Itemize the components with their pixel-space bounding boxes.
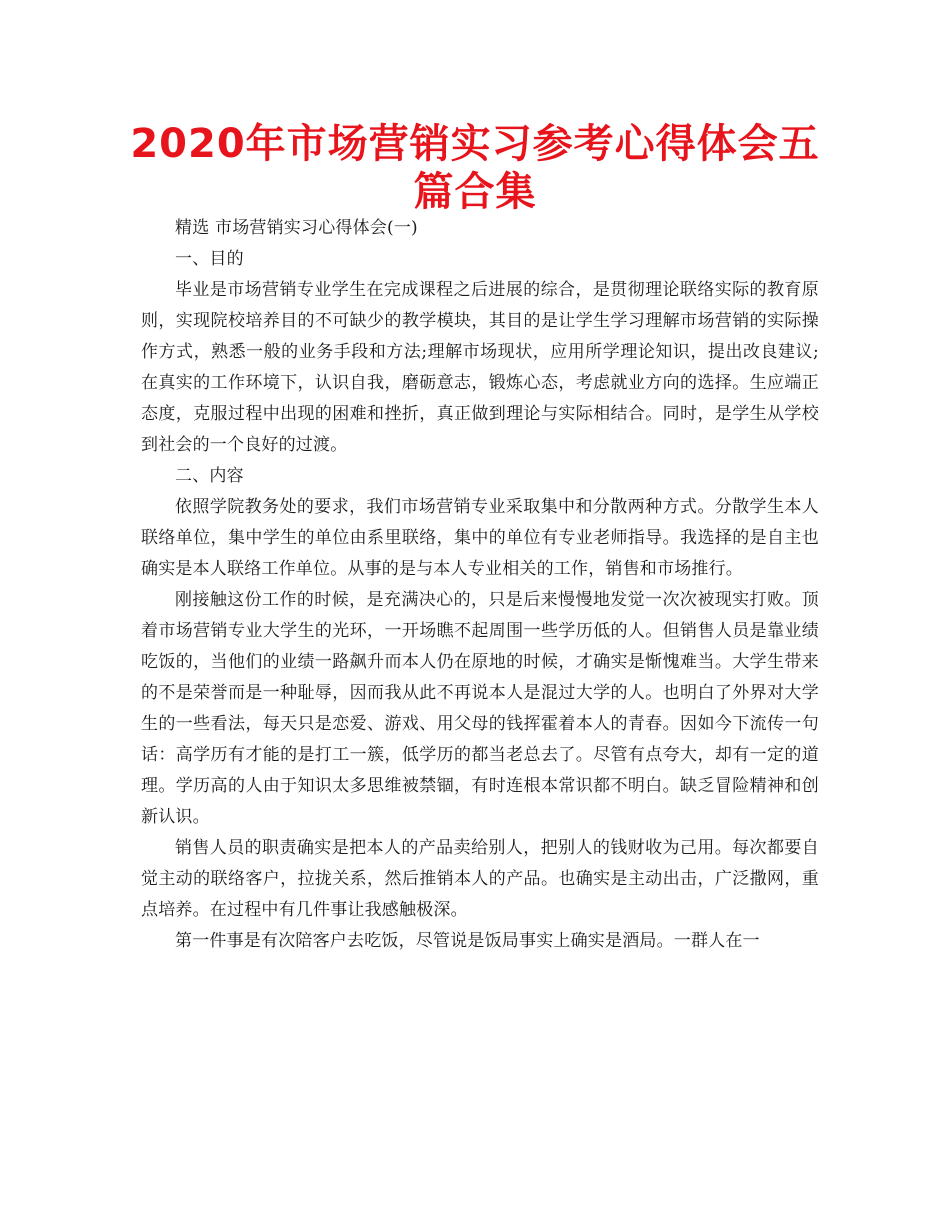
document-body	[141, 213, 819, 957]
paragraph-content-3: 销售人员的职责确实是把本人的产品卖给别人，把别人的钱财收为己用。每次都要自觉主动的联络客户，拉拢关系，然后推销本人的产品。也确实是主动出击，广泛撒网，重点培养。在过程中有几件事让我感触极深。	[141, 838, 819, 920]
paragraph-content-2: 刚接触这份工作的时候，是充满决心的，只是后来慢慢地发觉一次次被现实打败。顶着市场营销专业大学生的光环，一开场瞧不起周围一些学历低的人。但销售人员是靠业绩吃饭的，当他们的业绩一路飙升而本人仍在原地的时候，才确实是惭愧难当。大学生带来的不是荣誉而是一种耻辱，因而我从此不再说本人是混过大学的人。也明白了外界对大学生的一些看法，每天只是恋爱、游戏、用父母的钱挥霍着本人的青春。因如今下流传一句话：高学历有才能的是打工一簇，低学历的都当老总去了。尽管有点夸大，却有一定的道理。学历高的人由于知识太多思维被禁锢，有时连根本常识都不明白。缺乏冒险精神和创新认识。	[141, 590, 819, 827]
section-heading-selected: 精选 市场营销实习心得体会(一)	[175, 218, 418, 238]
document-title: 2020年市场营销实习参考心得体会五篇合集	[130, 121, 820, 215]
section-heading-purpose: 一、目的	[175, 249, 244, 269]
paragraph-content-4: 第一件事是有次陪客户去吃饭，尽管说是饭局事实上确实是酒局。一群人在一	[175, 931, 760, 951]
section-heading-content: 二、内容	[175, 466, 244, 486]
paragraph-purpose: 毕业是市场营销专业学生在完成课程之后进展的综合，是贯彻理论联络实际的教育原则，实现院校培养目的不可缺少的教学模块，其目的是让学生学习理解市场营销的实际操作方式，熟悉一般的业务手段和方法;理解市场现状，应用所学理论知识，提出改良建议;在真实的工作环境下，认识自我，磨砺意志，锻炼心态，考虑就业方向的选择。生应端正态度，克服过程中出现的困难和挫折，真正做到理论与实际相结合。同时，是学生从学校到社会的一个良好的过渡。	[141, 280, 819, 455]
paragraph-content-1: 依照学院教务处的要求，我们市场营销专业采取集中和分散两种方式。分散学生本人联络单位，集中学生的单位由系里联络，集中的单位有专业老师指导。我选择的是自主也确实是本人联络工作单位。从事的是与本人专业相关的工作，销售和市场推行。	[141, 497, 819, 579]
